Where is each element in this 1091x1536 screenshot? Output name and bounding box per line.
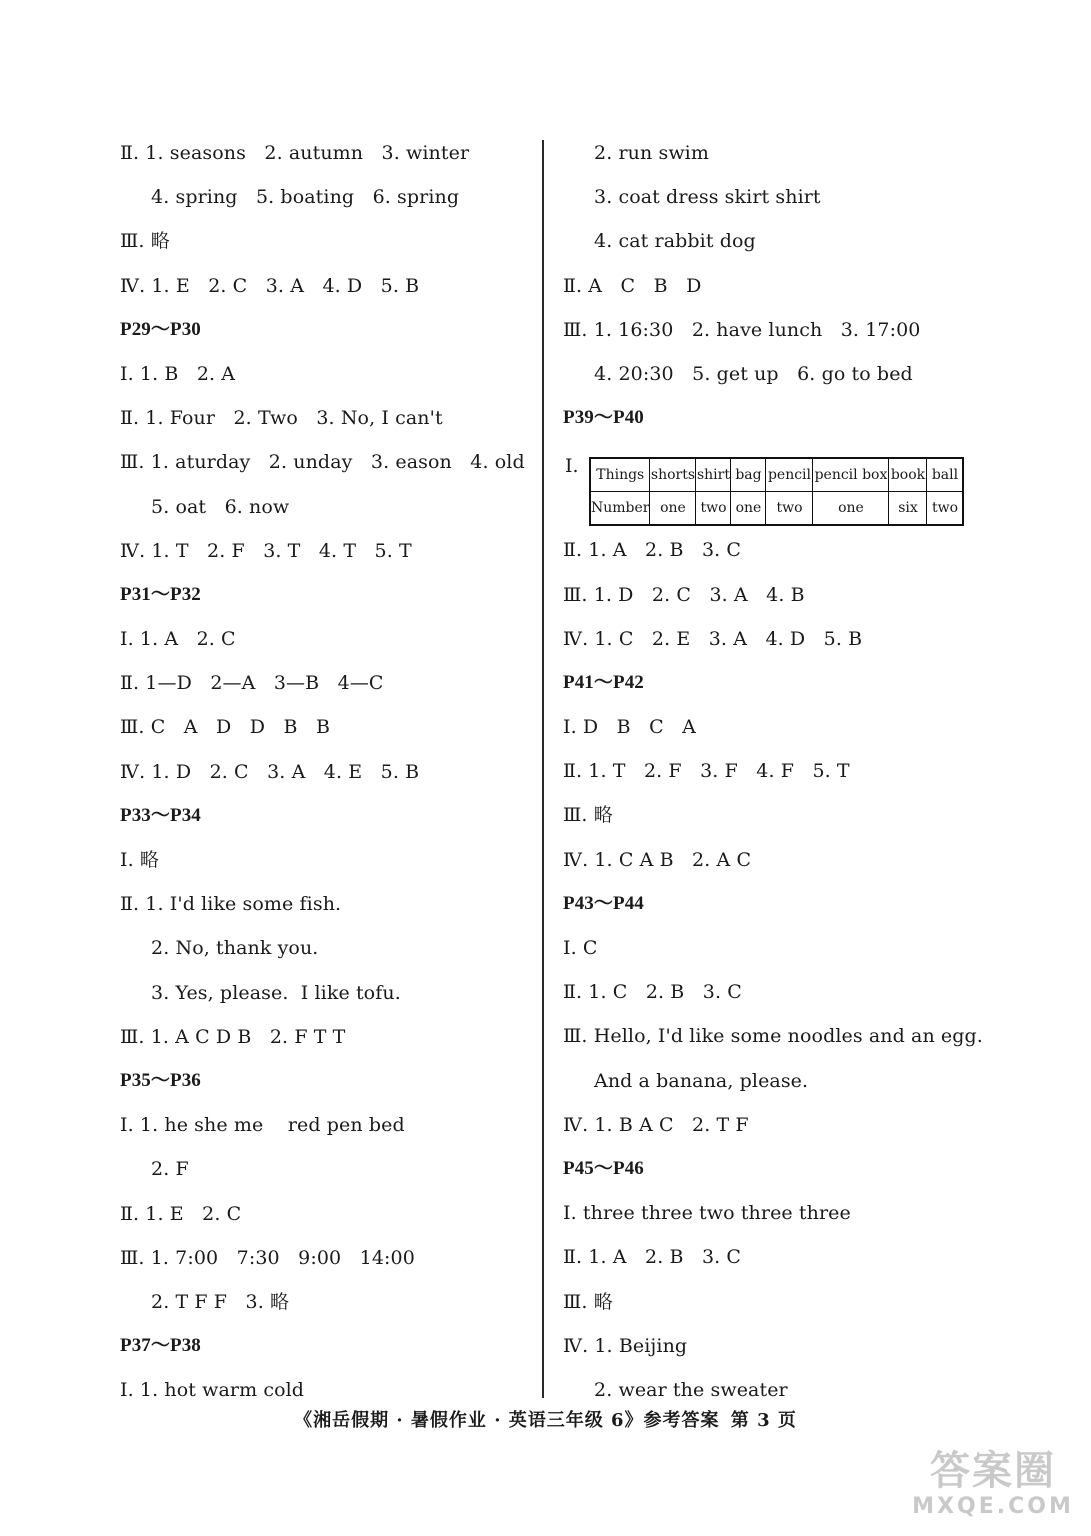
table-value-cell: one <box>813 492 889 526</box>
right-column <box>563 140 983 1421</box>
answer-line: Ⅲ. 略 <box>120 230 170 253</box>
table-label: Ⅰ. <box>565 455 579 478</box>
watermark-text-top: 答案圈 <box>930 1448 1056 1494</box>
right-column-bottom <box>563 537 983 1421</box>
answer-line: Ⅱ. 1. T 2. F 3. F 4. F 5. T <box>563 760 850 783</box>
answer-line: Ⅳ. 1. E 2. C 3. A 4. D 5. B <box>120 274 420 297</box>
answer-line: 2. wear the sweater <box>594 1378 788 1401</box>
answer-line: 2. T F F 3. 略 <box>151 1290 290 1313</box>
answer-line: Ⅰ. 1. A 2. C <box>120 628 236 651</box>
left-column <box>120 140 530 1421</box>
table-value-cell: two <box>696 492 731 526</box>
answer-line: Ⅲ. C A D D B B <box>120 716 331 739</box>
answer-line: Ⅳ. 1. C A B 2. A C <box>563 848 752 871</box>
answer-line: Ⅱ. A C B D <box>563 274 702 297</box>
things-table-section <box>563 449 983 537</box>
watermark-text-bottom: MXQE.COM <box>912 1494 1074 1519</box>
things-number-table <box>589 457 964 526</box>
table-header-row <box>590 458 963 492</box>
column-divider <box>542 140 544 1398</box>
answer-line: Ⅰ. 略 <box>120 849 159 871</box>
table-header-cell: shirt <box>696 458 731 492</box>
answer-line: Ⅲ. 1. 7:00 7:30 9:00 14:00 <box>120 1246 415 1269</box>
answer-line: Ⅱ. 1. A 2. B 3. C <box>563 539 742 562</box>
answer-line: 5. oat 6. now <box>151 495 290 518</box>
table-header-cell: book <box>889 458 927 492</box>
table-header-cell: pencil box <box>813 458 889 492</box>
answer-line: Ⅳ. 1. D 2. C 3. A 4. E 5. B <box>120 760 420 783</box>
answer-line: Ⅰ. three three two three three <box>563 1202 851 1225</box>
answer-line: 2. No, thank you. <box>151 937 319 960</box>
answer-line: Ⅲ. Hello, I'd like some noodles and an egg. <box>563 1025 983 1048</box>
answer-line: Ⅲ. 略 <box>563 804 613 827</box>
answer-line: Ⅰ. 1. he she me red pen bed <box>120 1114 405 1137</box>
answer-line: Ⅳ. 1. C 2. E 3. A 4. D 5. B <box>563 627 863 650</box>
answer-line: Ⅰ. 1. hot warm cold <box>120 1379 305 1402</box>
answer-line: 4. spring 5. boating 6. spring <box>151 186 460 209</box>
answer-line: 4. 20:30 5. get up 6. go to bed <box>594 362 913 385</box>
table-value-cell: one <box>650 492 696 526</box>
answer-line: Ⅰ. D B C A <box>563 716 696 739</box>
answer-line: Ⅱ. 1. E 2. C <box>120 1202 242 1225</box>
answer-line: Ⅱ. 1. A 2. B 3. C <box>563 1246 742 1269</box>
section-heading: P41～P42 <box>563 671 644 693</box>
table-header-cell: shorts <box>650 458 696 492</box>
answer-line: Ⅱ. 1. seasons 2. autumn 3. winter <box>120 142 470 164</box>
answer-line: 2. F <box>151 1158 189 1181</box>
section-heading: P31～P32 <box>120 583 201 605</box>
answer-line: Ⅱ. 1. C 2. B 3. C <box>563 981 742 1004</box>
answer-line: Ⅳ. 1. Beijing <box>563 1334 688 1357</box>
section-heading: P39～P40 <box>563 407 644 429</box>
answer-line: And a banana, please. <box>594 1069 809 1092</box>
page-footer <box>0 1406 1091 1432</box>
watermark-logo <box>909 1448 1077 1528</box>
answer-line: Ⅲ. 1. aturday 2. unday 3. eason 4. old <box>120 451 525 474</box>
section-heading: P37～P38 <box>120 1335 201 1357</box>
answer-line: Ⅲ. 1. D 2. C 3. A 4. B <box>563 583 805 606</box>
answer-line: Ⅱ. 1—D 2—A 3—B 4—C <box>120 672 384 695</box>
table-header-cell: ball <box>927 458 964 492</box>
table-value-cell: six <box>889 492 927 526</box>
answer-line: Ⅳ. 1. T 2. F 3. T 4. T 5. T <box>120 539 412 562</box>
table-header-cell: pencil <box>766 458 813 492</box>
answer-line: Ⅲ. 1. 16:30 2. have lunch 3. 17:00 <box>563 318 921 341</box>
section-heading: P45～P46 <box>563 1157 644 1179</box>
section-heading: P43～P44 <box>563 892 644 914</box>
table-value-cell: Number <box>590 492 650 526</box>
table-value-cell: one <box>731 492 766 526</box>
footer-page-number: 第 3 页 <box>730 1410 797 1431</box>
table-value-cell: two <box>766 492 813 526</box>
answer-line: Ⅱ. 1. Four 2. Two 3. No, I can't <box>120 407 443 430</box>
answer-line: Ⅱ. 1. I'd like some fish. <box>120 893 342 916</box>
table-header-cell: Things <box>590 458 650 492</box>
answer-line: Ⅲ. 略 <box>563 1290 613 1313</box>
table-value-row <box>590 492 963 526</box>
section-heading: P33～P34 <box>120 804 201 826</box>
section-heading: P35～P36 <box>120 1069 201 1091</box>
table-value-cell: two <box>927 492 964 526</box>
answer-line: 3. Yes, please. I like tofu. <box>151 981 401 1004</box>
answer-line: 4. cat rabbit dog <box>594 230 756 253</box>
answer-line: 2. run swim <box>594 142 709 164</box>
answer-line: Ⅳ. 1. B A C 2. T F <box>563 1113 749 1136</box>
answer-line: Ⅲ. 1. A C D B 2. F T T <box>120 1025 346 1048</box>
answer-line: Ⅰ. 1. B 2. A <box>120 362 236 385</box>
answer-line: Ⅰ. C <box>563 937 598 959</box>
section-heading: P29～P30 <box>120 318 201 340</box>
right-column-top <box>563 140 983 449</box>
answer-line: 3. coat dress skirt shirt <box>594 186 821 209</box>
table-header-cell: bag <box>731 458 766 492</box>
footer-title: 《湘岳假期 · 暑假作业 · 英语三年级 6》参考答案 <box>294 1410 720 1431</box>
